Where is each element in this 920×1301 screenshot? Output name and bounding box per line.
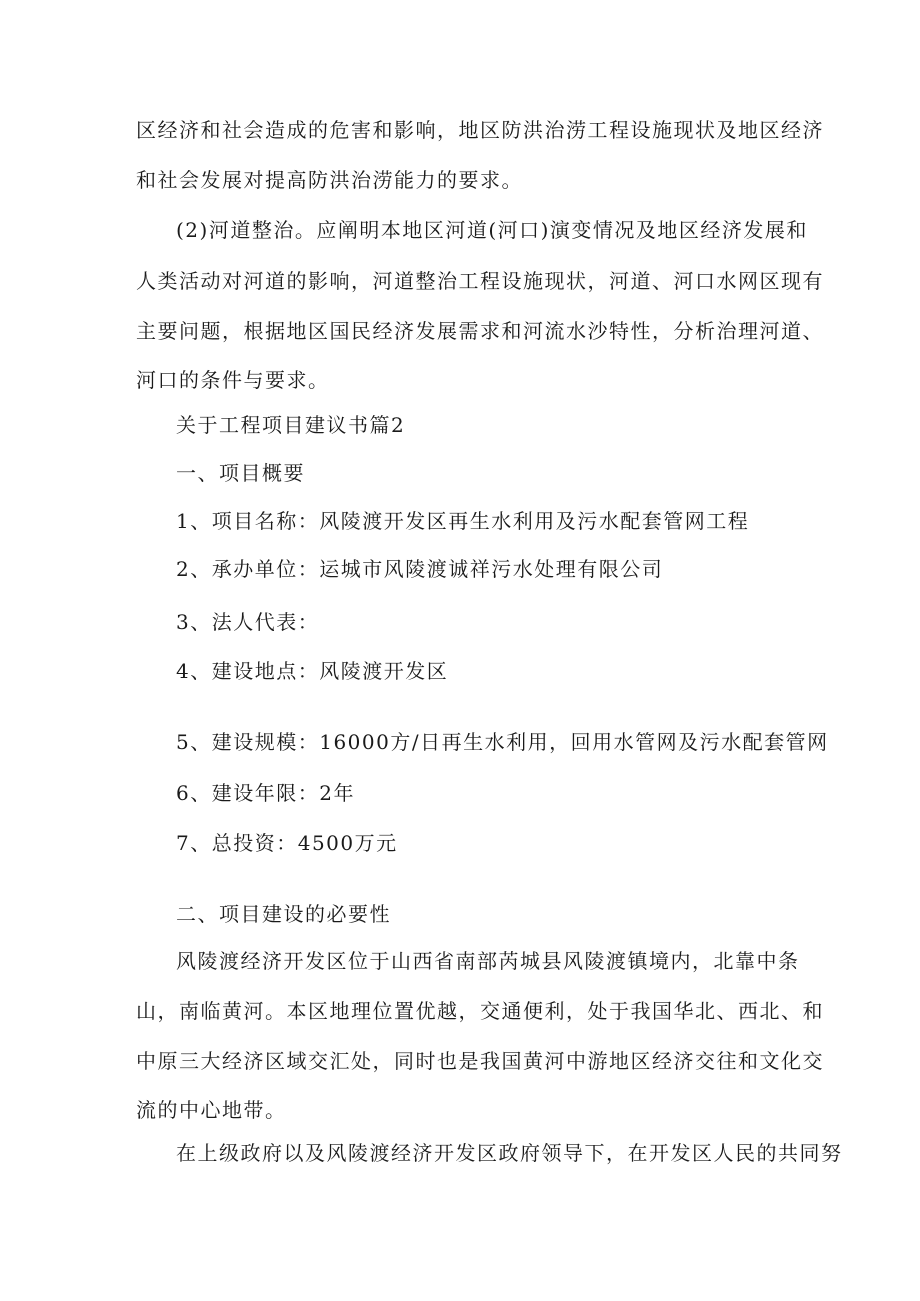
section-heading-necessity: 二、项目建设的必要性 — [176, 902, 391, 926]
paragraph-line-9: 中原三大经济区域交汇处，同时也是我国黄河中游地区经济交往和文化交 — [136, 1049, 824, 1073]
paragraph-line-8: 山，南临黄河。本区地理位置优越，交通便利，处于我国华北、西北、和 — [136, 999, 824, 1023]
paragraph-line-11: 在上级政府以及风陵渡经济开发区政府领导下，在开发区人民的共同努 — [176, 1141, 843, 1165]
list-item-duration: 6、建设年限：2年 — [176, 781, 355, 805]
list-item-scale: 5、建设规模：16000方/日再生水利用，回用水管网及污水配套管网 — [176, 730, 829, 754]
paragraph-line-3: (2)河道整治。应阐明本地区河道(河口)演变情况及地区经济发展和 — [176, 218, 808, 242]
list-item-legal-rep: 3、法人代表： — [176, 610, 320, 634]
list-item-organizer: 2、承办单位：运城市风陵渡诚祥污水处理有限公司 — [176, 557, 664, 581]
list-item-investment: 7、总投资：4500万元 — [176, 831, 398, 855]
section-heading-overview: 一、项目概要 — [176, 461, 305, 485]
paragraph-line-7: 风陵渡经济开发区位于山西省南部芮城县风陵渡镇境内，北靠中条 — [176, 949, 800, 973]
paragraph-line-4: 人类活动对河道的影响，河道整治工程设施现状，河道、河口水网区现有 — [136, 269, 824, 293]
paragraph-line-5: 主要问题，根据地区国民经济发展需求和河流水沙特性，分析治理河道、 — [136, 319, 824, 343]
list-item-project-name: 1、项目名称：风陵渡开发区再生水利用及污水配套管网工程 — [176, 509, 750, 533]
section-heading-article: 关于工程项目建议书篇2 — [176, 413, 406, 437]
paragraph-line-6: 河口的条件与要求。 — [136, 368, 330, 392]
list-item-location: 4、建设地点：风陵渡开发区 — [176, 659, 449, 683]
paragraph-line-1: 区经济和社会造成的危害和影响，地区防洪治涝工程设施现状及地区经济 — [136, 118, 824, 142]
paragraph-line-2: 和社会发展对提高防洪治涝能力的要求。 — [136, 168, 523, 192]
paragraph-line-10: 流的中心地带。 — [136, 1098, 287, 1122]
